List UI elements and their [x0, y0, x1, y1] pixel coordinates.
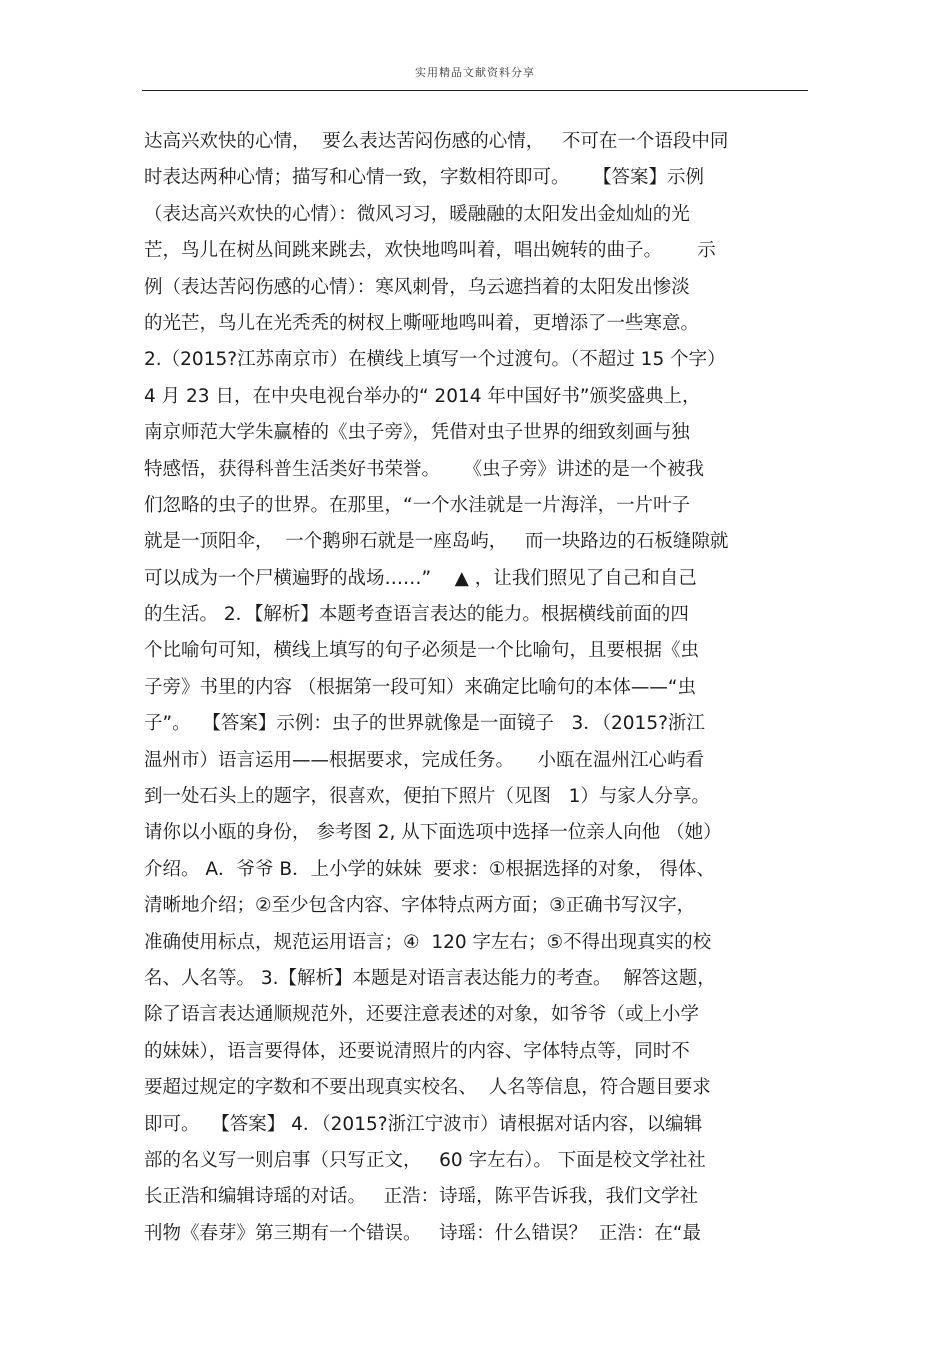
text-line: 请你以小瓯的身份， 参考图 2, 从下面选项中选择一位亲人向他 （她） — [144, 822, 722, 844]
text-line: 南京师范大学朱赢椿的《虫子旁》，凭借对虫子世界的细致刻画与独 — [144, 422, 690, 444]
text-line: 刊物《春芽》第三期有一个错误。 诗瑶：什么错误？ 正浩：在“最 — [144, 1222, 701, 1244]
text-line: 可以成为一个尸横遍野的战场……” ▲ ，让我们照见了自己和自己 — [144, 567, 697, 589]
text-line: 清晰地介绍；②至少包含内容、字体特点两方面；③正确书写汉字， — [144, 895, 696, 917]
text-line: 子旁》书里的内容 （根据第一段可知）来确定比喻句的本体——“虫 — [144, 676, 696, 698]
text-line: 就是一顶阳伞， 一个鹅卵石就是一座岛屿， 而一块路边的石板缝隙就 — [144, 531, 729, 553]
text-line: 部的名义写一则启事（只写正文， 60 字左右）。 下面是校文学社社 — [144, 1149, 706, 1171]
text-line: 2.（2015?江苏南京市）在横线上填写一个过渡句。（不超过 15 个字） — [144, 349, 726, 371]
text-line: 们忽略的虫子的世界。在那里，“一个水洼就是一片海洋，一片叶子 — [144, 494, 691, 516]
text-line: 特感悟，获得科普生活类好书荣誉。 《虫子旁》讲述的是一个被我 — [144, 458, 705, 480]
text-line: 的光芒，鸟儿在光秃秃的树杈上嘶哑地鸣叫着，更增添了一些寒意。 — [144, 312, 700, 334]
page-header: 实用精品文献资料分享 — [415, 66, 535, 79]
text-line: 长正浩和编辑诗瑶的对话。 正浩：诗瑶，陈平告诉我，我们文学社 — [144, 1186, 699, 1208]
text-line: 温州市）语言运用——根据要求，完成任务。 小瓯在温州江心屿看 — [144, 749, 705, 771]
text-line: 准确使用标点，规范运用语言；④ 120 字左右；⑤不得出现真实的校 — [144, 931, 712, 953]
text-line: 即可。 【答案】 4．（2015?浙江宁波市）请根据对话内容，以编辑 — [144, 1113, 703, 1135]
text-line: 子”。 【答案】示例：虫子的世界就像是一面镜子 3．（2015?浙江 — [144, 713, 705, 735]
header-divider — [142, 90, 808, 91]
document-body — [144, 124, 809, 1252]
text-line: 介绍。 A．爷爷 B．上小学的妹妹 要求：①根据选择的对象， 得体、 — [144, 858, 715, 880]
text-line: （表达高兴欢快的心情）：微风习习，暖融融的太阳发出金灿灿的光 — [144, 203, 690, 225]
text-line: 时表达两种心情；描写和心情一致，字数相符即可。 【答案】示例 — [144, 167, 705, 189]
text-line: 芒，鸟儿在树丛间跳来跳去，欢快地鸣叫着，唱出婉转的曲子。 示 — [144, 240, 716, 262]
text-line: 到一处石头上的题字，很喜欢，便拍下照片（见图 1）与家人分享。 — [144, 786, 710, 808]
text-line: 4 月 23 日，在中央电视台举办的“ 2014 年中国好书”颁奖盛典上， — [144, 385, 701, 407]
text-line: 除了语言表达通顺规范外，还要注意表述的对象，如爷爷（或上小学 — [144, 1004, 700, 1026]
text-line: 的妹妹），语言要得体，还要说清照片的内容、字体特点等，同时不 — [144, 1040, 690, 1062]
text-line: 的生活。 2．【解析】本题考查语言表达的能力。根据横线前面的四 — [144, 604, 689, 626]
text-line: 个比喻句可知，横线上填写的句子必须是一个比喻句，且要根据《虫 — [144, 640, 700, 662]
text-line: 名、人名等。 3.【解析】本题是对语言表达能力的考查。 解答这题， — [144, 967, 716, 989]
text-line: 要超过规定的字数和不要出现真实校名、 人名等信息，符合题目要求 — [144, 1077, 711, 1099]
text-line: 达高兴欢快的心情， 要么表达苦闷伤感的心情， 不可在一个语段中同 — [144, 131, 729, 152]
text-line: 例（表达苦闷伤感的心情）：寒风刺骨，乌云遮挡着的太阳发出惨淡 — [144, 276, 690, 298]
